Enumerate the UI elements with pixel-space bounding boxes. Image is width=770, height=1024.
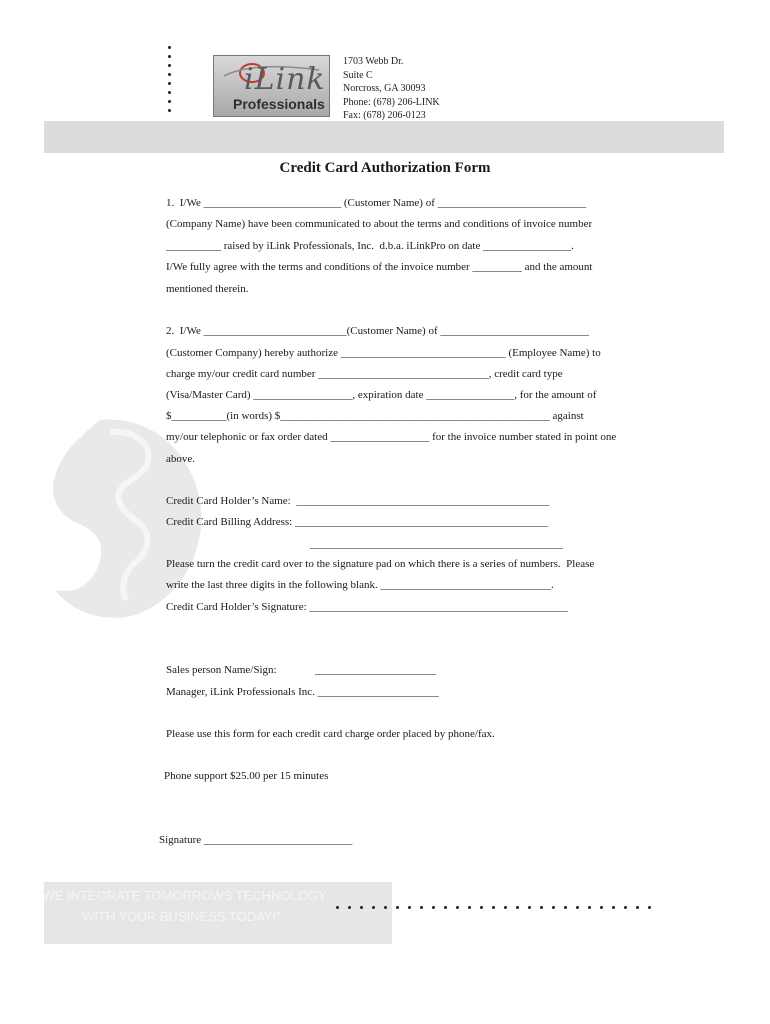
address-line: 1703 Webb Dr. [343, 56, 404, 67]
ilink-logo [213, 55, 330, 117]
company-address [343, 55, 440, 123]
sales-person-field: Sales person Name/Sign: ______________________ [166, 664, 437, 676]
address-line: Norcross, GA 30093 [343, 83, 426, 94]
billing-address-field: Credit Card Billing Address: ______________________________________________ [166, 516, 548, 528]
billing-address-continuation: ______________________________________________ [310, 538, 563, 550]
phone-support-note: Phone support $25.00 per 15 minutes [164, 770, 329, 782]
signature-pad-instruction: Please turn the credit card over to the signature pad on which there is a series of numbers. Please [166, 558, 595, 570]
logo-subtext: Professionals [233, 96, 325, 112]
usage-note: Please use this form for each credit card charge order placed by phone/fax. [166, 728, 495, 740]
section2-line: charge my/our credit card number _______________________________, credit card type [166, 368, 563, 380]
signature-field: Signature ___________________________ [159, 834, 353, 846]
address-line: Phone: (678) 206-LINK [343, 96, 440, 108]
section1-line: __________ raised by iLink Professionals, Inc. d.b.a. iLinkPro on date ________________. [166, 240, 574, 252]
form-title: Credit Card Authorization Form [279, 160, 491, 176]
logo-name: iLink [244, 62, 326, 97]
section2-line: my/our telephonic or fax order dated __________________ for the invoice number stated in point one [166, 431, 617, 443]
section1-line: I/We fully agree with the terms and conditions of the invoice number _________ and the amount [166, 261, 593, 273]
section1-line: mentioned therein. [166, 283, 249, 295]
slogan-line: WITH YOUR BUSINESS TODAY!” [82, 909, 281, 924]
horizontal-dotted-decoration [336, 906, 676, 912]
section2-line: (Visa/Master Card) __________________, expiration date ________________, for the amount of [166, 389, 597, 401]
vertical-dotted-decoration [166, 46, 174, 118]
holder-signature-field: Credit Card Holder’s Signature: _______________________________________________ [166, 601, 568, 613]
section1-line: 1. I/We _________________________ (Customer Name) of ___________________________ [166, 197, 587, 209]
address-line: Suite C [343, 69, 373, 81]
section2-line: $__________(in words) $_________________________________________________ against [166, 410, 584, 422]
address-line: Fax: (678) 206-0123 [343, 110, 426, 121]
section2-line: (Customer Company) hereby authorize ______________________________ (Employee Name) to [166, 347, 601, 359]
section1-line: (Company Name) have been communicated to about the terms and conditions of invoice number [166, 218, 593, 230]
section2-line: 2. I/We __________________________(Customer Name) of ___________________________ [166, 325, 589, 337]
section2-line: above. [166, 453, 196, 465]
slogan-line: “WE INTEGRATE TOMORROWS TECHNOLOGY [38, 888, 327, 903]
header-band [44, 121, 724, 153]
manager-field: Manager, iLink Professionals Inc. ______________________ [166, 686, 439, 698]
signature-pad-instruction: write the last three digits in the following blank. _______________________________. [166, 579, 554, 591]
holder-name-field: Credit Card Holder’s Name: ______________________________________________ [166, 495, 550, 507]
